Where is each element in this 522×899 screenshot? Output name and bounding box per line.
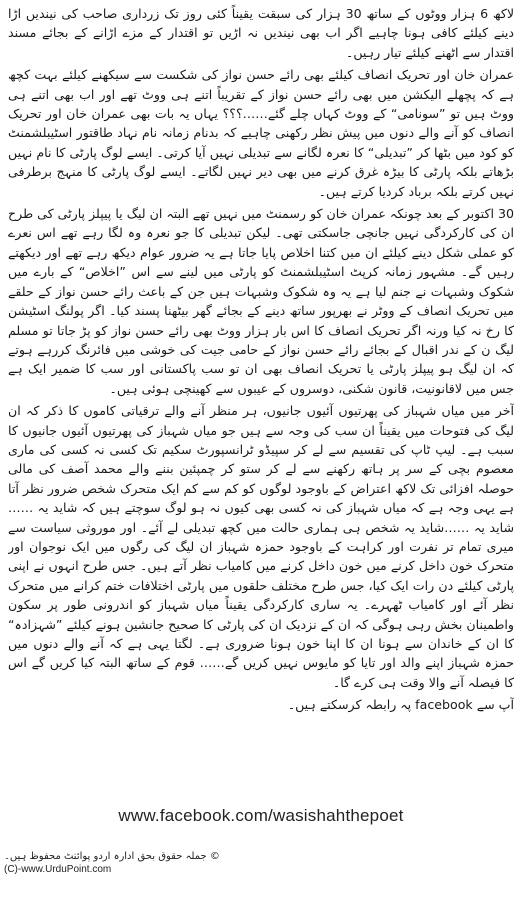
footer <box>4 850 244 876</box>
article-paragraph: لاکھ 6 ہزار ووٹوں کے ساتھ 30 ہزار کی سبقت یقیناً کئی روز تک زرداری صاحب کی نیندیں اڑا دینے کیلئے کافی ہونا چاہیے اگر اب بھی نیندیں نہ اڑیں تو اقتدار کے مزے اڑانے کے بجائے مسند اقتدار سے اٹھنے کیلئے تیار رہیں۔ <box>8 6 514 60</box>
article-paragraph: 30 اکتوبر کے بعد چونکہ عمران خان کو رسمنٹ میں نہیں تھے البتہ ان لیگ یا پیپلز پارٹی کی طرح ان کی کارکردگی نہیں جانچی جاسکتی تھی۔ لیکن تبدیلی کا جو نعرہ وہ لگا رہے تھے اس نعرے کو عملی شکل دینے کیلئے ان میں کتنا اخلاص پایا جاتا ہے یہ ضرور عوام دیکھ رہے تھے اور دیکھتے رہیں گے۔ مشہور زمانہ کرپٹ اسٹیبلشمنٹ کو پارٹی میں لینے سے اس ”اخلاص“ کے بارے میں شکوک وشبہات نے جنم لیا ہے یہ وہ شکوک وشبہات ہیں جن کے باعث رائے حسن نواز کے حلقے میں تحریک انصاف کے ووٹر نے بھرپور ساتھ دینے کے بجائے گھر بیٹھنا پسند کیا۔ اگر پولنگ اسٹیشن کا رخ نہ کیا ورنہ اگر تحریک انصاف کا اس بار ہزار ووٹ بھی رائے حسن نواز کو پڑ جاتا تو مسلم لیگ ن کے ندر اقبال کے بجائے رائے حسن نواز کے حامی جیت کی خوشی میں فائرنگ کررہے ہوتے کہ ان لیگ ہو پیپلز پارٹی یا تحریک انصاف بھی ان تو سب پاکستانی اور سب کا ضمیر ایک ہے جس میں لاقانونیت، قانون شکنی، دوسروں کے عیبوں سے کھینچی ہوئی ہیں۔ <box>8 206 514 396</box>
site-credit: (C)-www.UrduPoint.com <box>4 864 112 875</box>
article-paragraph: آخر میں میاں شہباز کی پھرتیوں آئیوں جانیوں، ہر منظر آنے والے ترقیاتی کاموں کا ذکر کہ ان لیگ کی فتوحات میں یقیناً ان سب کی وجہ سے ہیں جو میاں شہباز کی پھرتیوں آئیوں جانیوں کا سبب ہے۔ لیپ ٹاپ کی تقسیم سے لے کر سپیڈو ٹرانسپورٹ سکیم تک کسی نہ کسی کی ماری معصوم بچی کے سر پر ہاتھ رکھنے سے لے کر ستو کر چمپئین بننے والے محمد آصف کی مالی حوصلہ افزائی تک لاکھ اعتراض کے باوجود لوگوں کو کم سے کم ایک متحرک شخص ضرور نظر آتا ہے یہی وجہ ہے کہ میاں شہباز کی نہ کسی بھی کیوں نہ ہو لوگ سوچتے ہیں کہ شاید یہ ……شاید یہ ……شاید یہ شخص ہی ہماری حالت میں کچھ تبدیلی لے آئے۔ اور موروثی سیاست سے میری تمام تر نفرت اور کراہت کے باوجود حمزہ شہباز ان لیگ کی رگوں میں ایک نوجوان اور متحرک خون داخل کرنے میں خون داخل کرنے میں کامیاب نظر آتے ہیں۔ جس طرح انہوں نے اپنی پارٹی کیلئے دن رات ایک کیا، جس طرح مختلف حلقوں میں پارٹی اختلافات ختم کرانے میں متحرک نظر آئے اور کامیاب ٹھہرے۔ یہ ساری کارکردگی یقیناً میاں شہباز کو اندرونی طور پر سکون واطمینان بخش رہی ہوگی کہ ان کے نزدیک ان کی پارٹی کا صحیح جانشین ہونے کیلئے ”شہزادہ“ کا ان کے خاندان سے ہونا ان کا اپنا خون ہونا ضروری ہے۔ لگتا یہی ہے کہ آنے والے دنوں میں حمزہ شہباز اپنے والد اور تایا کو مایوس نہیں کریں گے…… قوم کے ساتھ البتہ کیا کریں گے اس کا فیصلہ آنے والا وقت ہی کرے گا۔ <box>8 403 514 690</box>
copyright-notice: © جملہ حقوق بحق ادارہ اردو پوائنٹ محفوظ ہیں۔ <box>4 851 220 862</box>
article-body <box>8 4 514 804</box>
article-paragraph: عمران خان اور تحریک انصاف کیلئے بھی رائے حسن نواز کی شکست سے سیکھنے کیلئے بہت کچھ ہے کہ پچھلے الیکشن میں بھی رائے حسن نواز کے تقریباً اتنے ہی ووٹ تھے اور اب بھی اتنے ہی ووٹ ہیں تو ”سونامی“ کے ووٹ کہاں چلے گئے……؟؟؟ یہاں یہ بات بھی عمران خان اور تحریک انصاف کو آنے والے دنوں میں پیش نظر رکھنی چاہیے کہ بدنام زمانہ نام نہاد طاقتور اسٹیبلشمنٹ کو کود میں بٹھا کر ”تبدیلی“ کا نعرہ لگانے سے تبدیلی نہیں آیا کرتی۔ ایسے لوگ پارٹی کا نام نہیں بڑھاتے بلکہ پارٹی کا بیڑہ غرق کرنے میں بھی دیر نہیں لگاتے۔ ایسے لوگ پارٹی کا منہج برطرفی نہیں کرتے بلکہ برباد کردیا کرتے ہیں۔ <box>8 67 514 199</box>
contact-note: آپ سے facebook پہ رابطہ کرسکتے ہیں۔ <box>287 697 514 713</box>
facebook-link[interactable]: www.facebook.com/wasishahthepoet <box>118 806 404 825</box>
